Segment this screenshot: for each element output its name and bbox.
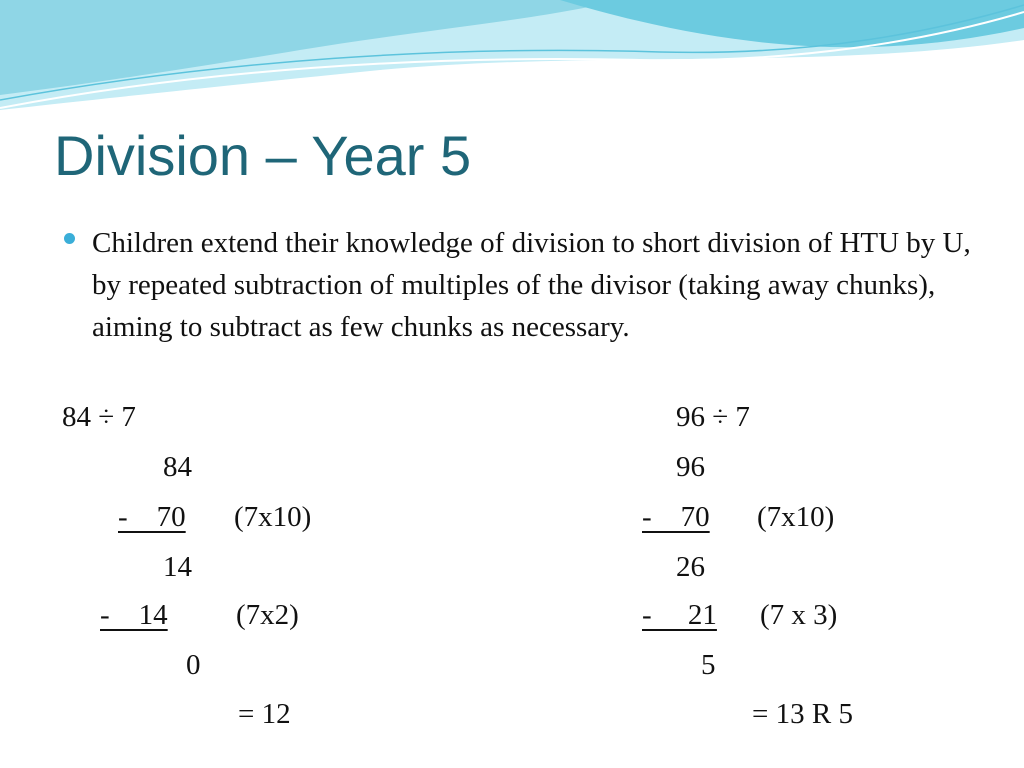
- example2-answer: = 13 R 5: [752, 698, 853, 730]
- slide-title: Division – Year 5: [54, 124, 472, 187]
- example1-subtract-1: - 70: [118, 501, 186, 533]
- example2-subtract-2: - 21: [642, 599, 717, 631]
- example2-problem: 96 ÷ 7: [676, 401, 750, 433]
- example1-problem: 84 ÷ 7: [62, 401, 136, 433]
- example2-dividend: 96: [676, 451, 705, 483]
- wave-header-decoration: [0, 0, 1024, 120]
- example1-note-1: (7x10): [234, 501, 312, 533]
- example1-note-2: (7x2): [236, 599, 299, 631]
- example1-dividend: 84: [163, 451, 192, 483]
- example2-remainder-2: 5: [701, 649, 716, 681]
- example1-answer: = 12: [238, 698, 291, 730]
- example1-remainder-2: 0: [186, 649, 201, 681]
- bullet-icon: [64, 233, 75, 244]
- example1-remainder-1: 14: [163, 551, 192, 583]
- example2-subtract-1: - 70: [642, 501, 710, 533]
- bullet-text: Children extend their knowledge of division to short division of HTU by U, by repeated subtraction of multiples of the divisor (taking away chunks), aiming to subtract as few chunks as necessary.: [92, 227, 971, 343]
- example1-subtract-2: - 14: [100, 599, 168, 631]
- example2-remainder-1: 26: [676, 551, 705, 583]
- example2-note-2: (7 x 3): [760, 599, 838, 631]
- example2-note-1: (7x10): [757, 501, 835, 533]
